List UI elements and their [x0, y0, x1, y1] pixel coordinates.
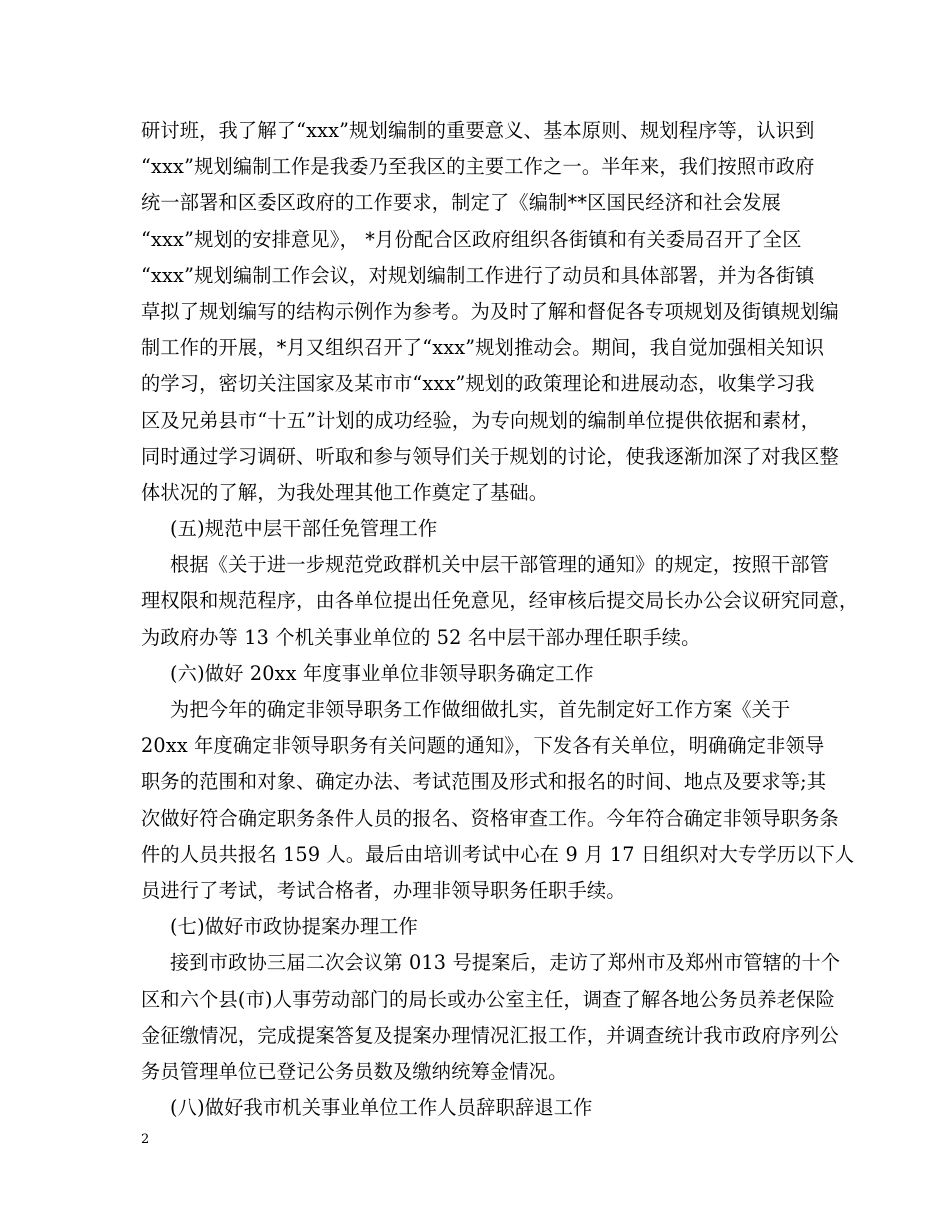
text-line: 接到市政协三届二次会议第 013 号提案后，走访了郑州市及郑州市管辖的十个	[170, 951, 841, 975]
section-heading: (七)做好市政协提案办理工作	[170, 915, 419, 939]
text-line: 务员管理单位已登记公务员数及缴纳统筹金情况。	[141, 1059, 568, 1083]
text-line: “xxx”规划的安排意见》， *月份配合区政府组织各街镇和有关委局召开了全区	[141, 227, 802, 251]
text-line: 20xx 年度确定非领导职务有关问题的通知》，下发各有关单位，明确确定非领导	[141, 734, 825, 758]
text-line: “xxx”规划编制工作会议，对规划编制工作进行了动员和具体部署，并为各街镇	[141, 263, 815, 287]
text-line: 根据《关于进一步规范党政群机关中层干部管理的通知》的规定，按照干部管	[170, 553, 830, 577]
text-line: “xxx”规划编制工作是我委乃至我区的主要工作之一。半年来，我们按照市政府	[141, 155, 815, 179]
text-line: 为政府办等 13 个机关事业单位的 52 名中层干部办理任职手续。	[141, 625, 701, 649]
text-line: 员进行了考试，考试合格者，办理非领导职务任职手续。	[141, 878, 626, 902]
text-line: 制工作的开展，*月又组织召开了“xxx”规划推动会。期间，我自觉加强相关知识	[141, 336, 825, 360]
text-line: 区及兄弟县市“十五”计划的成功经验，为专向规划的编制单位提供依据和素材，	[141, 408, 821, 432]
text-line: 金征缴情况，完成提案答复及提案办理情况汇报工作，并调查统计我市政府序列公	[141, 1023, 839, 1047]
section-heading: (六)做好 20xx 年度事业单位非领导职务确定工作	[170, 661, 594, 685]
text-line: 理权限和规范程序，由各单位提出任免意见，经审核后提交局长办公会议研究同意，	[141, 589, 859, 613]
text-line: 的学习，密切关注国家及某市市“xxx”规划的政策理论和进展动态，收集学习我	[141, 372, 815, 396]
text-line: 件的人员共报名 159 人。最后由培训考试中心在 9 月 17 日组织对大专学历以下人	[141, 842, 855, 866]
text-line: 统一部署和区委区政府的工作要求，制定了《编制**区国民经济和社会发展	[141, 191, 781, 215]
page-number: 2	[141, 1132, 150, 1147]
text-line: 体状况的了解，为我处理其他工作奠定了基础。	[141, 480, 549, 504]
section-heading: (八)做好我市机关事业单位工作人员辞职辞退工作	[170, 1096, 593, 1120]
text-line: 为把今年的确定非领导职务工作做细做扎实，首先制定好工作方案《关于	[170, 698, 791, 721]
text-line: 次做好符合确定职务条件人员的报名、资格审查工作。今年符合确定非领导职务条	[141, 806, 839, 830]
section-heading: (五)规范中层干部任免管理工作	[170, 517, 438, 541]
text-line: 同时通过学习调研、听取和参与领导们关于规划的讨论，使我逐渐加深了对我区整	[141, 444, 839, 468]
text-line: 研讨班，我了解了“xxx”规划编制的重要意义、基本原则、规划程序等，认识到	[141, 119, 815, 142]
body-text	[141, 113, 859, 1126]
text-line: 区和六个县(市)人事劳动部门的局长或办公室主任，调查了解各地公务员养老保险	[141, 987, 835, 1011]
text-line: 草拟了规划编写的结构示例作为参考。为及时了解和督促各专项规划及街镇规划编	[141, 299, 839, 323]
text-line: 职务的范围和对象、确定办法、考试范围及形式和报名的时间、地点及要求等;其	[141, 770, 827, 794]
